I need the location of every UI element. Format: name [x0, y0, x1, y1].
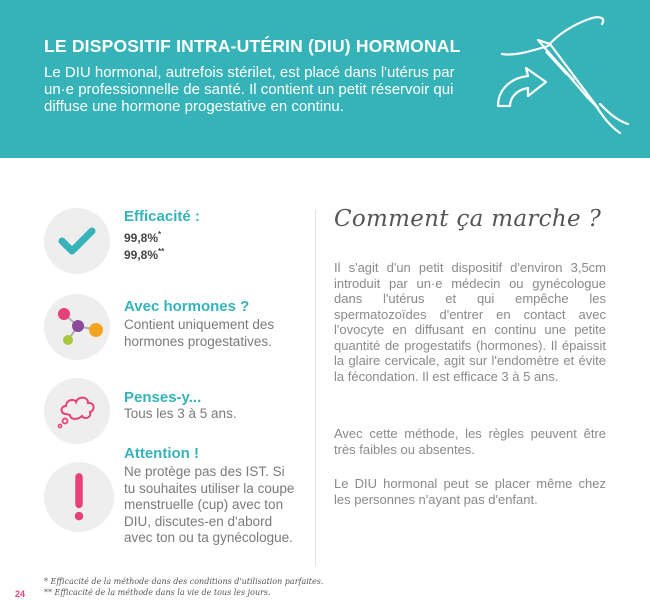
page-title: LE DISPOSITIF INTRA-UTÉRIN (DIU) HORMONAL [44, 36, 461, 56]
thought-bubble-icon [44, 378, 110, 444]
page-number: 24 [15, 589, 26, 599]
efficacy-perfect-use: 99,8%* [124, 230, 162, 245]
hormones-title: Avec hormones ? [124, 298, 250, 315]
warning-title: Attention ! [124, 445, 199, 462]
efficacy-title: Efficacité : [124, 208, 200, 225]
column-divider [315, 210, 316, 565]
reminder-text: Tous les 3 à 5 ans. [124, 406, 237, 421]
exclamation-icon [44, 462, 114, 532]
molecule-icon-circle [44, 294, 110, 360]
iud-illustration [488, 8, 648, 143]
footnote-typical-use: ** Efficacité de la méthode dans la vie de tous les jours. [44, 588, 271, 597]
how-it-works-paragraph-1: Il s'agit d'un petit dispositif d'environ 3,5cm introduit par un·e médecin ou gynécologue dans l'utérus et qui empêche les spermatozoïdes d'entrer en contact avec l'ovocyte en diffusant en continu une petite quantité de progestatifs (hormones). Il épaissit la glaire cervicale, agit sur l'endomètre et évite la fécondation. Il est efficace 3 à 5 ans. [334, 260, 606, 384]
how-it-works-paragraph-3: Le DIU hormonal peut se placer même chez les personnes n'ayant pas d'enfant. [334, 476, 606, 507]
intro-text: Le DIU hormonal, autrefois stérilet, est placé dans l'utérus par un·e professionnelle de santé. Il contient un petit réservoir qui diffuse une hormone progestative en continu. [44, 64, 455, 115]
warning-text: Ne protège pas des IST. Si tu souhaites utiliser la coupe menstruelle (cup) avec ton DIU, discutes-en d'abord avec ton ou ta gynécologue. [124, 464, 295, 545]
thought-bubble-icon-circle [44, 378, 110, 444]
efficacy-typical-use: 99,8%** [124, 247, 165, 262]
header-banner [0, 0, 650, 158]
reminder-title: Penses-y... [124, 389, 202, 406]
footnote-perfect-use: * Efficacité de la méthode dans des conditions d'utilisation parfaites. [44, 577, 324, 586]
check-icon-circle [44, 208, 110, 274]
hormones-text: Contient uniquement des hormones progestatives. [124, 317, 275, 349]
check-icon [44, 208, 110, 274]
how-it-works-title: Comment ça marche ? [334, 206, 602, 232]
exclamation-icon-circle [44, 462, 114, 532]
how-it-works-paragraph-2: Avec cette méthode, les règles peuvent être très faibles ou absentes. [334, 426, 606, 457]
molecule-icon [44, 294, 110, 360]
